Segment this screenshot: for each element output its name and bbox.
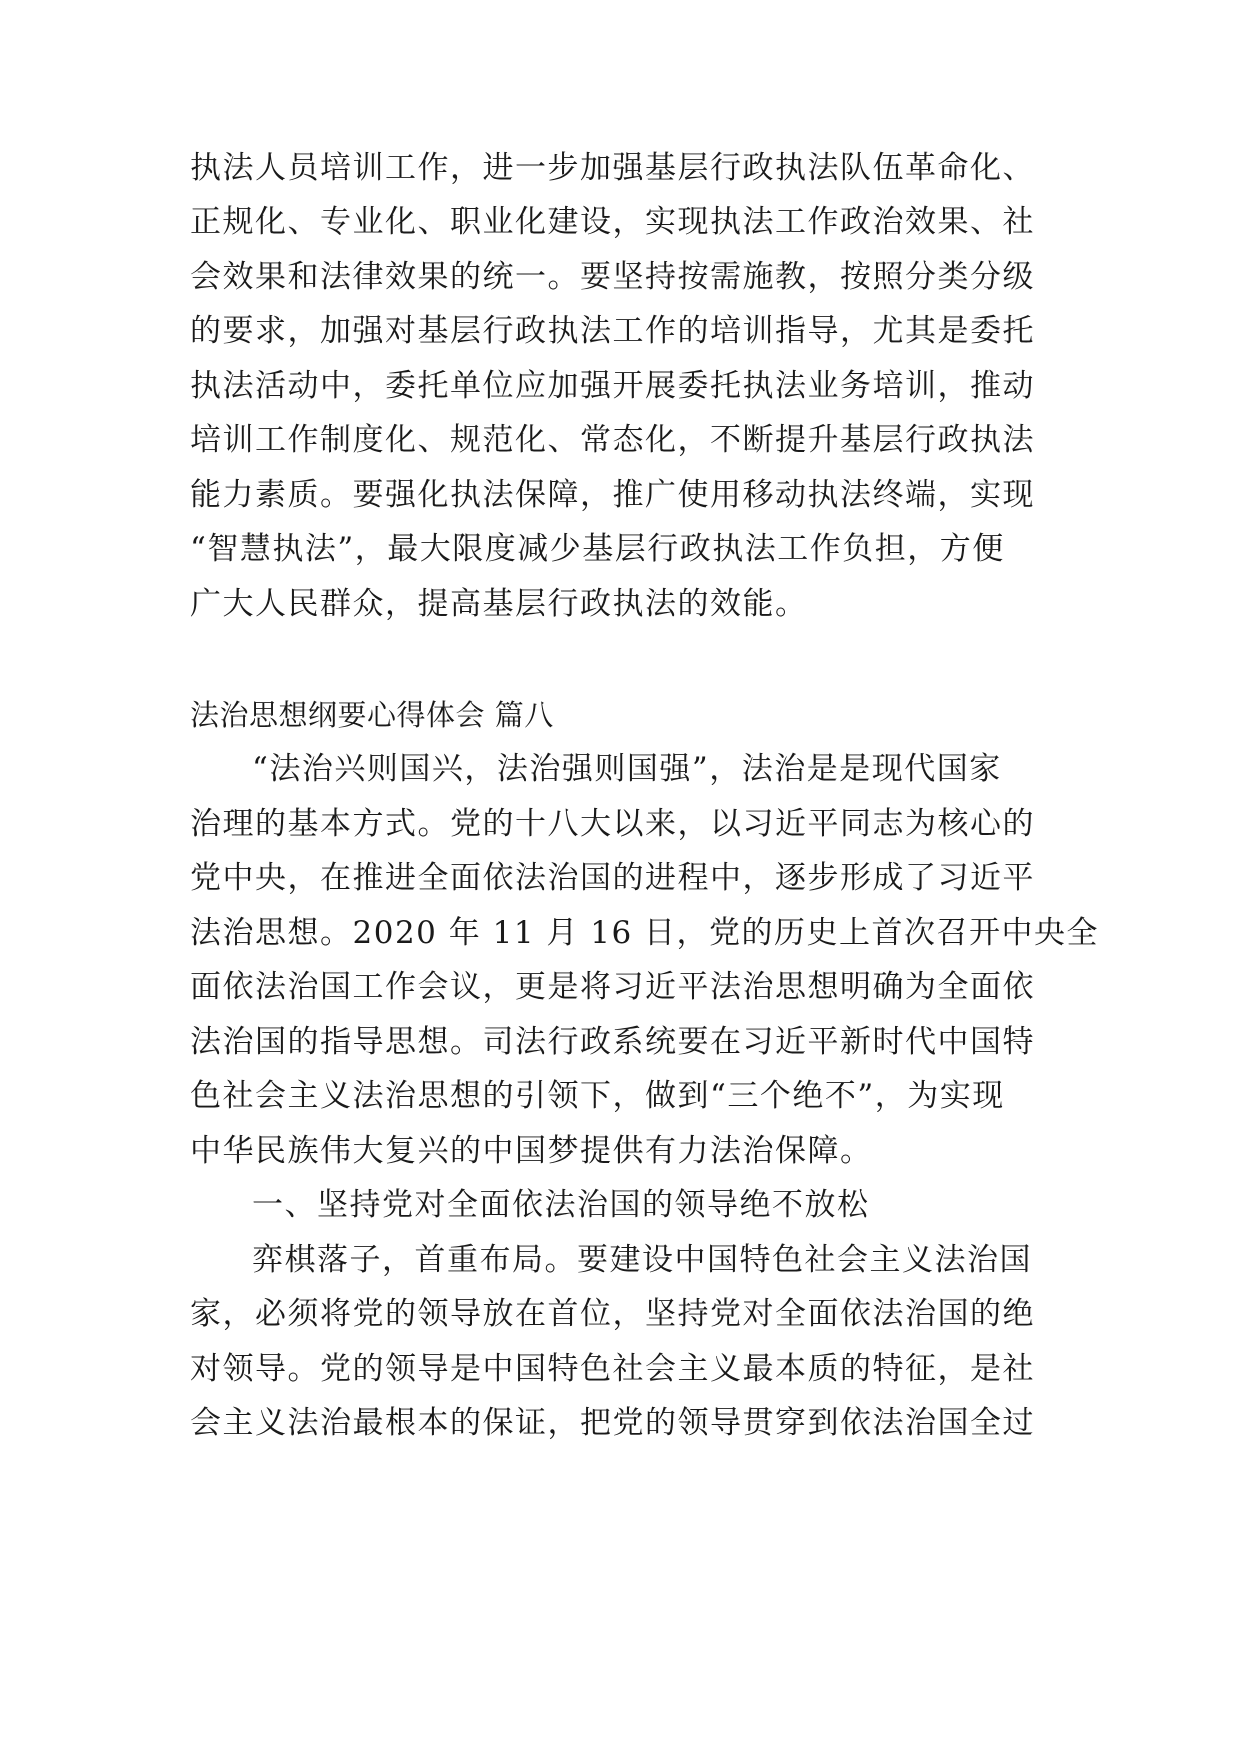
text-line: 色社会主义法治思想的引领下，做到“三个绝不”，为实现 [190, 1078, 1005, 1114]
text-line: 治理的基本方式。党的十八大以来，以习近平同志为核心的 [190, 806, 1035, 842]
text-line: 对领导。党的领导是中国特色社会主义最本质的特征，是社 [190, 1351, 1035, 1387]
text-line: 的要求，加强对基层行政执法工作的培训指导，尤其是委托 [190, 313, 1035, 349]
paragraph-first-line: “法治兴则国兴，法治强则国强”，法治是是现代国家 [252, 751, 1002, 787]
text-line: 执法活动中，委托单位应加强开展委托执法业务培训，推动 [190, 368, 1035, 404]
text-line: 培训工作制度化、规范化、常态化，不断提升基层行政执法 [190, 422, 1035, 458]
text-line: 法治思想。2020 年 11 月 16 日，党的历史上首次召开中央全 [190, 915, 1100, 951]
text-line: 家，必须将党的领导放在首位，坚持党对全面依法治国的绝 [190, 1296, 1035, 1332]
text-line: 正规化、专业化、职业化建设，实现执法工作政治效果、社 [190, 204, 1035, 240]
text-line: 面依法治国工作会议，更是将习近平法治思想明确为全面依 [190, 969, 1035, 1005]
text-line: 广大人民群众，提高基层行政执法的效能。 [190, 586, 808, 622]
text-line: 执法人员培训工作，进一步加强基层行政执法队伍革命化、 [190, 150, 1035, 186]
text-line: 法治国的指导思想。司法行政系统要在习近平新时代中国特 [190, 1024, 1035, 1060]
text-line: 党中央，在推进全面依法治国的进程中，逐步形成了习近平 [190, 860, 1035, 896]
text-line: 会效果和法律效果的统一。要坚持按需施教，按照分类分级 [190, 259, 1035, 295]
text-line: 能力素质。要强化执法保障，推广使用移动执法终端，实现 [190, 477, 1035, 513]
text-line: “智慧执法”，最大限度减少基层行政执法工作负担，方便 [190, 531, 1005, 567]
text-line: 中华民族伟大复兴的中国梦提供有力法治保障。 [190, 1133, 873, 1169]
subheading: 一、坚持党对全面依法治国的领导绝不放松 [252, 1187, 870, 1223]
paragraph-first-line: 弈棋落子，首重布局。要建设中国特色社会主义法治国 [252, 1242, 1032, 1278]
section-heading: 法治思想纲要心得体会 篇八 [190, 698, 554, 732]
text-line: 会主义法治最根本的保证，把党的领导贯穿到依法治国全过 [190, 1405, 1035, 1441]
